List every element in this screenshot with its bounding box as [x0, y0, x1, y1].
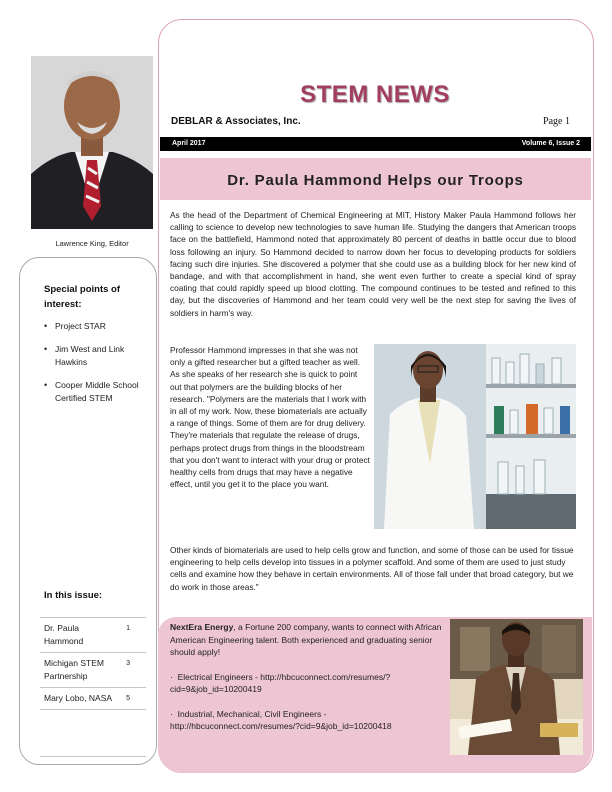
toc-page-number: 5: [126, 695, 130, 702]
article-paragraph-1: As the head of the Department of Chemical Engineering at MIT, History Maker Paula Hammond follows her calling to science to develop new technologies to save human life. Studying the dangers that American troops face on the battlefield, Hammond noted that approximately 80 percent of deaths in battle occur due to blood loss following an injury. So Hammond decided to narrow down her focus to developing products for soldiers facing such dire injuries. She discovered a polymer that she could use as a building block for her new kind of bandage, and with that accomplishment in hand, she went even further to create a special kind of spray coating that could rapidly speed up blood clotting. The compound continues to be tested and refined to this day, but the discoveries of Hammond and her team could very well be the next step for saving the lives of soldiers in harm's way.: [170, 210, 576, 318]
toc-title: Mary Lobo, NASA: [44, 693, 113, 703]
job-ad-intro: [170, 621, 442, 659]
article-paragraph-2: Professor Hammond impresses in that she was not only a gifted researcher but a gifted teacher as well. As she speaks of her research she is quick to point out that polymers are the building blocks of her research. "Polymers are the materials that I work with in all of my work. Now, these biomaterials are actually a range of things. Some of them are for drug delivery. They're materials that regulate the release of drugs, perhaps protect drugs from things in the bloodstream that you don't want to interact with your drug or protect healthy cells from drugs that may have a negative effect, until you get it to the place you want.: [170, 345, 370, 490]
toc-title: Michigan STEM Partnership: [44, 658, 104, 681]
special-point-item: • Jim West and Link Hawkins: [44, 343, 144, 369]
engineer-photo: [450, 619, 583, 755]
toc-row[interactable]: [40, 687, 146, 709]
special-point-item: • Cooper Middle School Certified STEM: [44, 379, 144, 405]
table-of-contents: [40, 617, 146, 758]
job-ad-text: [170, 621, 442, 733]
job-link-electrical-label[interactable]: Electrical Engineers - http://hbcuconnect.com/resumes/?cid=9&job_id=10200419: [170, 671, 391, 694]
special-points-list: [44, 320, 144, 415]
job-link-industrial-label[interactable]: Industrial, Mechanical, Civil Engineers - http://hbcuconnect.com/resumes/?cid=9&job_id=10200418: [170, 708, 392, 731]
toc-page-number: 3: [126, 660, 130, 667]
bullet-mark: ·: [170, 708, 173, 719]
page-number: Page 1: [543, 116, 570, 127]
editor-photo: [31, 56, 153, 229]
article-paragraph-3: Other kinds of biomaterials are used to help cells grow and function, and some of those can be used for tissue engineering to help cells develop into tissues in a polymer scaffold. And some of them are used to just study cells and examine how they behave in certain environments. All of those fall under that broad category, but we do work in those areas.": [170, 545, 574, 592]
toc-page-number: 1: [126, 625, 130, 632]
article-headline: Dr. Paula Hammond Helps our Troops: [227, 172, 524, 189]
job-link-electrical[interactable]: [170, 671, 442, 696]
bullet-mark: ·: [170, 671, 173, 682]
volume-issue: Volume 6, Issue 2: [521, 140, 580, 147]
lab-photo: [374, 344, 576, 529]
special-point-item: • Project STAR: [44, 320, 144, 333]
in-this-issue-heading: In this issue:: [44, 590, 103, 601]
special-points-heading: Special points of interest:: [44, 284, 121, 310]
company-name: NextEra Energy: [170, 622, 234, 632]
toc-divider: [40, 709, 146, 756]
editor-caption: Lawrence King, Editor: [55, 239, 129, 248]
job-ad-intro-text: , a Fortune 200 company, wants to connect with African American Engineering talent. Both experienced and graduating senior should apply!: [170, 622, 442, 657]
job-link-industrial[interactable]: [170, 708, 442, 733]
issue-date: April 2017: [172, 140, 206, 147]
publisher-name: DEBLAR & Associates, Inc.: [171, 116, 301, 127]
toc-title: Dr. Paula Hammond: [44, 623, 84, 646]
toc-row[interactable]: [40, 652, 146, 687]
toc-divider: [40, 756, 146, 758]
toc-row[interactable]: [40, 617, 146, 652]
newsletter-title: STEM NEWS: [300, 81, 450, 108]
